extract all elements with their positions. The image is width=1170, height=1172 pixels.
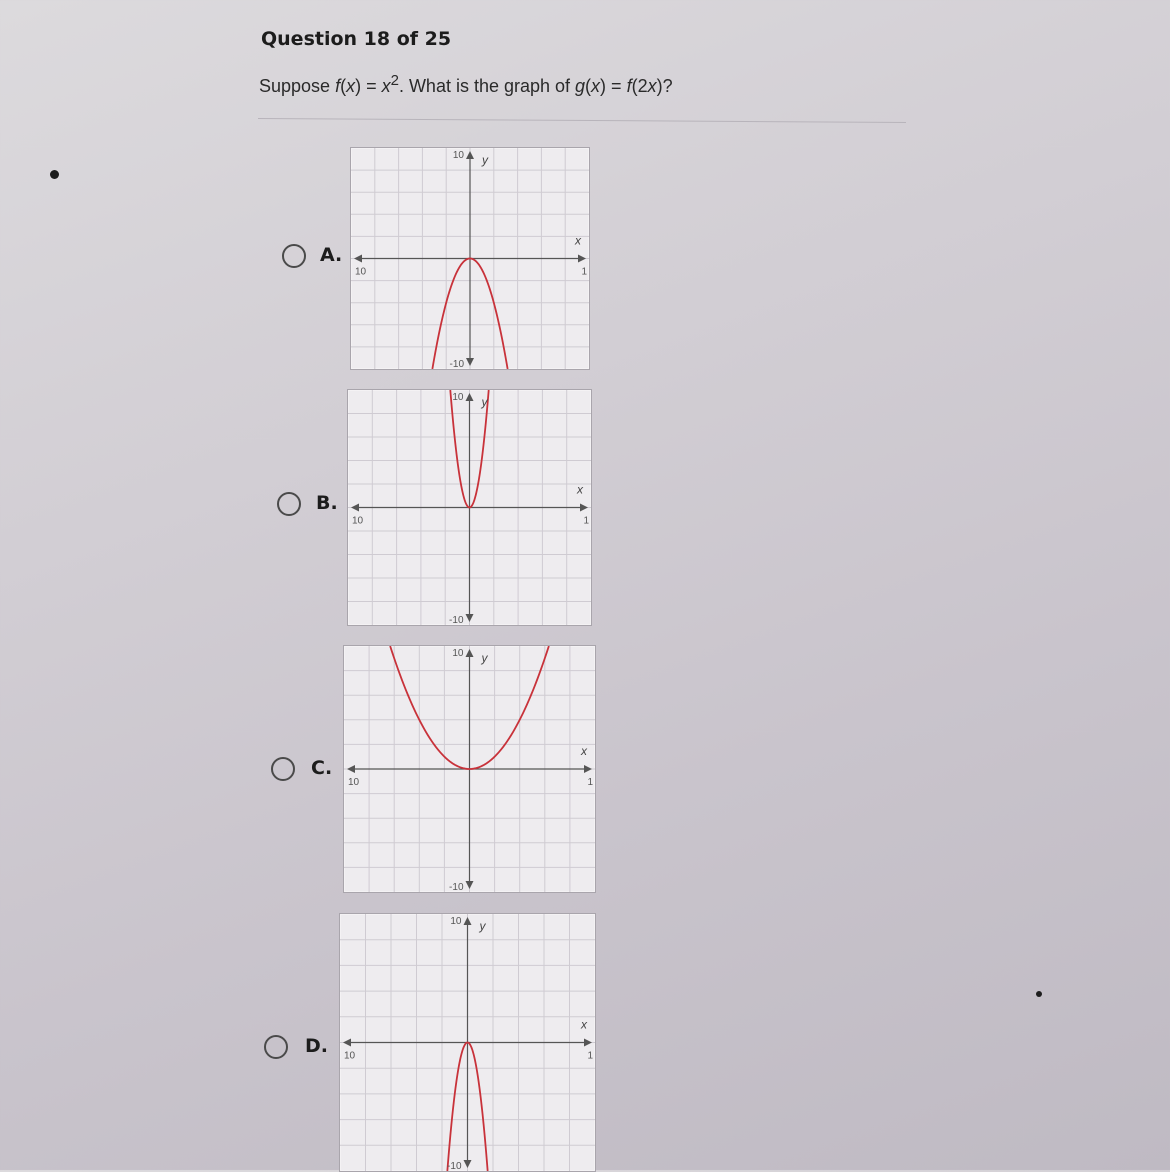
option-c-radio[interactable] bbox=[271, 757, 295, 781]
x-min-label: 10 bbox=[355, 266, 367, 278]
y-arrow-up bbox=[466, 151, 474, 159]
y-arrow-down bbox=[466, 881, 474, 889]
screen-speck bbox=[1036, 991, 1042, 997]
option-d-graph[interactable] bbox=[339, 913, 596, 1172]
x-axis-label: x bbox=[581, 1017, 587, 1032]
y-axis-label: y bbox=[481, 651, 488, 665]
screen-speck bbox=[50, 170, 59, 179]
y-arrow-up bbox=[464, 917, 472, 925]
x-max-label: 1 bbox=[581, 266, 587, 278]
x-arrow-right bbox=[578, 255, 586, 263]
x-max-label: 1 bbox=[587, 777, 593, 788]
option-c-graph[interactable] bbox=[343, 645, 596, 893]
x-arrow-right bbox=[580, 504, 588, 512]
x-arrow-right bbox=[584, 1039, 592, 1047]
y-arrow-down bbox=[466, 358, 474, 366]
y-axis-label: y bbox=[479, 919, 486, 933]
graph-svg bbox=[348, 390, 591, 625]
y-min-label: -10 bbox=[447, 1161, 462, 1171]
y-arrow-up bbox=[466, 393, 474, 401]
y-min-label: -10 bbox=[449, 359, 464, 369]
x-max-label: 1 bbox=[583, 515, 589, 527]
x-arrow-left bbox=[347, 765, 355, 773]
y-min-label: -10 bbox=[449, 615, 464, 625]
option-a-radio[interactable] bbox=[282, 244, 306, 268]
x-min-label: 10 bbox=[344, 1050, 356, 1062]
y-arrow-down bbox=[464, 1160, 472, 1168]
question-prompt: Suppose $f(x) = x^2$. What is the graph of g(x) = f(2x)? bbox=[259, 72, 673, 96]
graph-svg bbox=[340, 914, 595, 1171]
graph-svg bbox=[344, 646, 595, 892]
y-arrow-up bbox=[466, 649, 474, 657]
option-a-graph[interactable] bbox=[350, 147, 590, 370]
y-min-label: -10 bbox=[449, 882, 464, 892]
option-d-letter: D. bbox=[305, 1035, 328, 1057]
x-arrow-left bbox=[351, 504, 359, 512]
x-axis-label: x bbox=[577, 482, 583, 497]
x-min-label: 10 bbox=[352, 515, 364, 527]
graph-svg bbox=[351, 148, 589, 369]
x-arrow-right bbox=[584, 765, 592, 773]
option-b-graph[interactable] bbox=[347, 389, 592, 626]
option-b-radio[interactable] bbox=[277, 492, 301, 516]
x-axis-label: x bbox=[581, 744, 587, 758]
x-max-label: 1 bbox=[587, 1050, 593, 1062]
y-max-label: 10 bbox=[452, 648, 464, 659]
y-max-label: 10 bbox=[450, 916, 462, 927]
option-a-letter: A. bbox=[320, 244, 343, 266]
question-header: Question 18 of 25 bbox=[261, 28, 452, 50]
y-axis-label: y bbox=[481, 395, 488, 409]
x-axis-label: x bbox=[575, 233, 581, 248]
y-max-label: 10 bbox=[452, 392, 464, 403]
option-c-letter: C. bbox=[311, 757, 333, 779]
y-arrow-down bbox=[466, 614, 474, 622]
x-arrow-left bbox=[354, 255, 362, 263]
option-b-letter: B. bbox=[316, 492, 338, 514]
x-arrow-left bbox=[343, 1039, 351, 1047]
x-min-label: 10 bbox=[348, 777, 360, 788]
y-axis-label: y bbox=[482, 153, 488, 167]
y-max-label: 10 bbox=[452, 150, 464, 161]
divider bbox=[258, 118, 906, 123]
option-d-radio[interactable] bbox=[264, 1035, 288, 1059]
